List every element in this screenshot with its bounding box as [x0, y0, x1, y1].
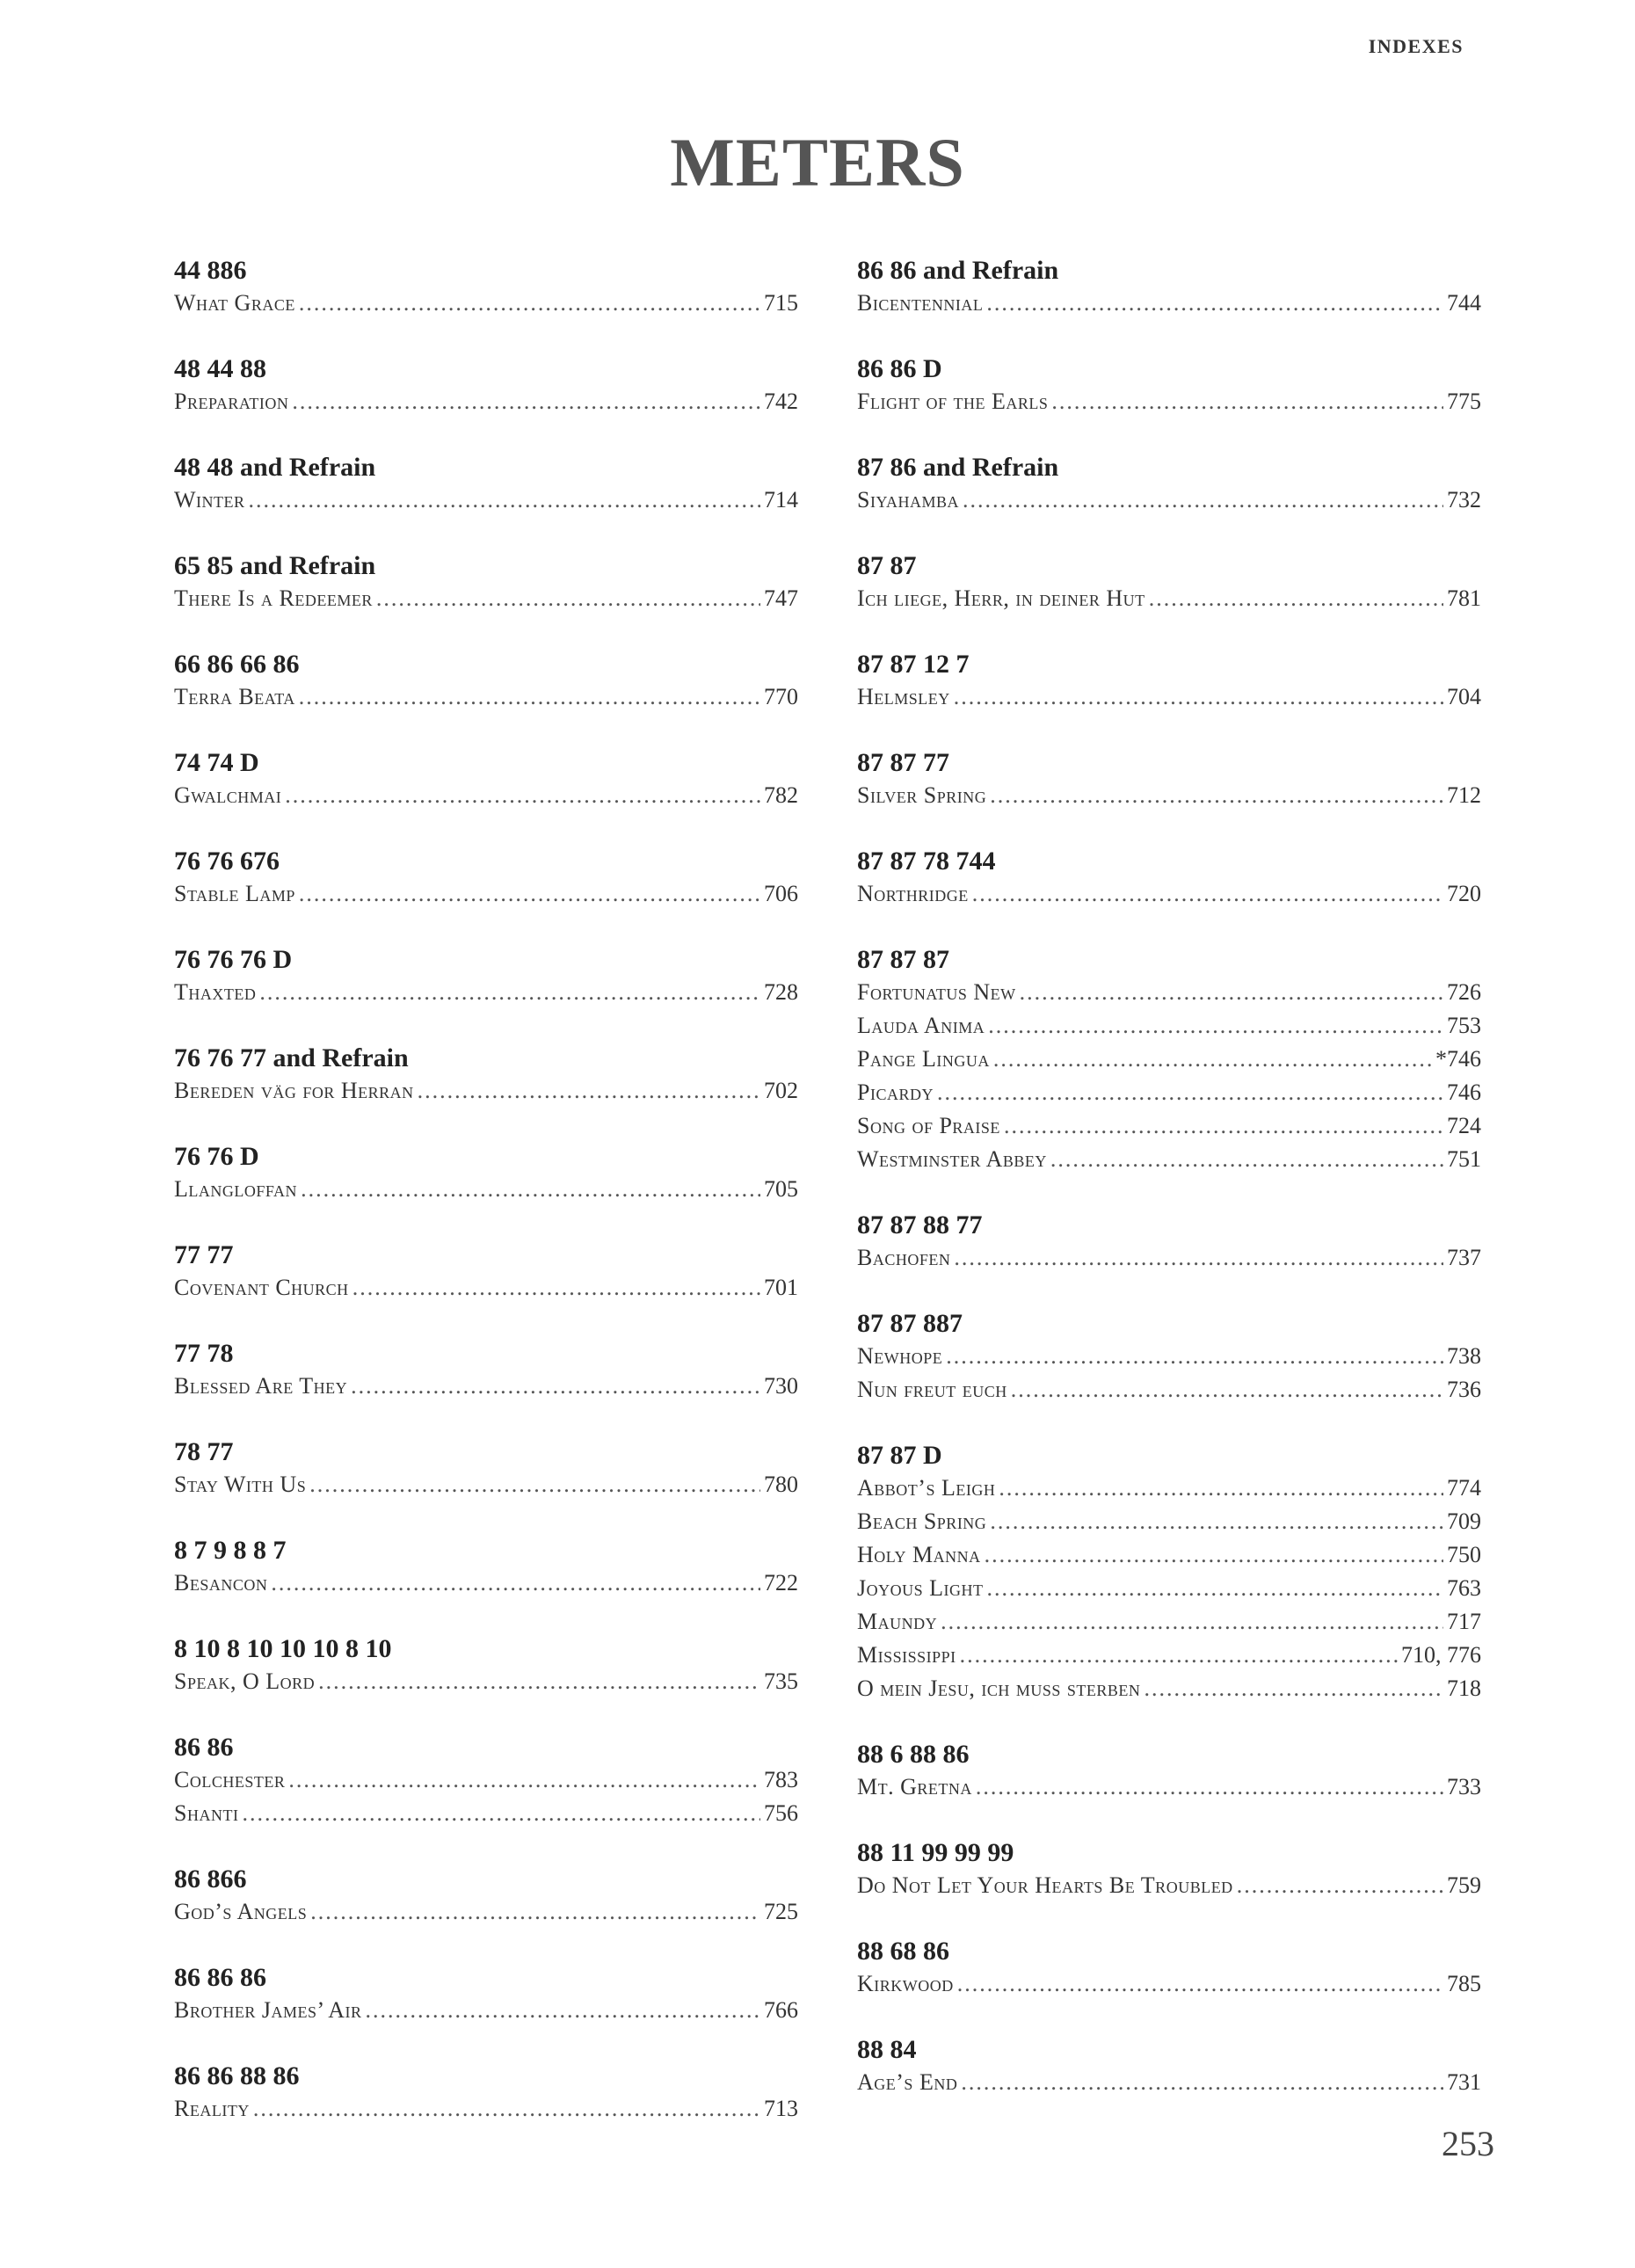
tune-entry: [174, 1567, 798, 1600]
tune-name: Llangloffan: [174, 1176, 298, 1202]
dot-leader: [249, 483, 760, 517]
meter-heading: 8 7 9 8 8 7: [174, 1536, 287, 1565]
dot-leader: [285, 779, 760, 812]
hymn-number: 785: [1447, 1971, 1481, 1996]
tune-entry: [857, 877, 1481, 911]
meter-heading: 8 10 8 10 10 10 8 10: [174, 1634, 392, 1663]
meter-heading: 88 84: [857, 2035, 917, 2064]
tune-name: Blessed Are They: [174, 1373, 348, 1399]
tune-name: Maundy: [857, 1609, 938, 1634]
meter-group: [174, 1633, 798, 1732]
meter-heading: 48 48 and Refrain: [174, 453, 376, 482]
hymn-number: 706: [764, 881, 798, 906]
meter-group: [174, 255, 798, 353]
hymn-number: 751: [1447, 1146, 1481, 1172]
dot-leader: [960, 1639, 1398, 1672]
meter-group: [174, 1239, 798, 1338]
meter-heading: 87 87 87: [857, 945, 949, 974]
tune-name: Bachofen: [857, 1245, 951, 1270]
tune-entry: [857, 582, 1481, 615]
tune-entry: [857, 1967, 1481, 2001]
tune-name: Siyahamba: [857, 487, 959, 512]
meter-group: [857, 944, 1481, 1210]
meter-heading: 86 86 D: [857, 354, 942, 383]
dot-leader: [961, 2066, 1443, 2099]
dot-leader: [301, 1173, 760, 1206]
meter-group: [174, 1436, 798, 1535]
tune-name: Silver Spring: [857, 782, 987, 808]
left-column: [174, 255, 798, 2159]
hymn-number: 715: [764, 290, 798, 316]
hymn-number: 704: [1447, 684, 1481, 709]
meter-group: [857, 1837, 1481, 1936]
dot-leader: [366, 1994, 760, 2027]
tune-name: Kirkwood: [857, 1971, 954, 1996]
tune-name: Mt. Gretna: [857, 1774, 972, 1799]
hymn-number: 770: [764, 684, 798, 709]
hymn-number: 702: [764, 1078, 798, 1103]
meter-group: [174, 1962, 798, 2061]
hymn-number: 717: [1447, 1609, 1481, 1634]
dot-leader: [963, 483, 1443, 517]
tune-name: Preparation: [174, 389, 289, 414]
tune-name: Bereden väg for Herran: [174, 1078, 414, 1103]
meter-heading: 77 78: [174, 1339, 234, 1368]
dot-leader: [987, 1572, 1444, 1605]
hymn-number: 718: [1447, 1676, 1481, 1701]
tune-entry: [174, 1994, 798, 2027]
tune-entry: [174, 1468, 798, 1501]
dot-leader: [310, 1895, 760, 1929]
meter-group: [174, 2061, 798, 2159]
tune-entry: [174, 2092, 798, 2126]
meter-group: [857, 2034, 1481, 2133]
page-number: 253: [1442, 2124, 1494, 2163]
hymn-number: 738: [1447, 1343, 1481, 1369]
hymn-number: 730: [764, 1373, 798, 1399]
meter-group: [857, 1210, 1481, 1308]
tune-entry: [174, 1370, 798, 1403]
dot-leader: [985, 1538, 1443, 1572]
tune-name: Northridge: [857, 881, 969, 906]
meter-heading: 65 85 and Refrain: [174, 551, 376, 580]
meter-heading: 87 86 and Refrain: [857, 453, 1059, 482]
meter-group: [857, 1308, 1481, 1440]
dot-leader: [993, 1043, 1432, 1076]
meter-heading: 87 87 77: [857, 748, 949, 777]
hymn-number: 725: [764, 1899, 798, 1924]
hymn-number: 733: [1447, 1774, 1481, 1799]
meter-heading: 88 68 86: [857, 1937, 949, 1966]
meter-heading: 88 6 88 86: [857, 1740, 970, 1769]
tune-name: Nun freut euch: [857, 1377, 1007, 1402]
dot-leader: [1020, 976, 1443, 1009]
tune-entry: [174, 287, 798, 320]
meter-heading: 87 87 D: [857, 1441, 942, 1470]
hymn-number: 709: [1447, 1508, 1481, 1534]
hymn-number: 710, 776: [1401, 1642, 1481, 1668]
right-column: [857, 255, 1481, 2133]
dot-leader: [946, 1340, 1443, 1373]
tune-name: Colchester: [174, 1767, 286, 1792]
tune-name: Abbot’s Leigh: [857, 1475, 996, 1501]
meter-group: [174, 1338, 798, 1436]
dot-leader: [954, 1241, 1443, 1275]
hymn-number: 775: [1447, 389, 1481, 414]
tune-entry: [857, 1770, 1481, 1804]
hymn-number: 728: [764, 979, 798, 1005]
hymn-number: 736: [1447, 1377, 1481, 1402]
tune-name: What Grace: [174, 290, 295, 316]
meter-group: [857, 649, 1481, 747]
tune-entry: [857, 1472, 1481, 1505]
tune-name: Covenant Church: [174, 1275, 349, 1300]
hymn-number: 701: [764, 1275, 798, 1300]
tune-name: Thaxted: [174, 979, 257, 1005]
dot-leader: [1004, 1109, 1443, 1143]
meter-group: [174, 944, 798, 1043]
hymn-number: 774: [1447, 1475, 1481, 1501]
tune-entry: [174, 1074, 798, 1108]
meter-heading: 76 76 76 D: [174, 945, 293, 974]
tune-entry: [857, 1869, 1481, 1902]
meter-group: [174, 1141, 798, 1239]
dot-leader: [1237, 1869, 1443, 1902]
tune-name: Picardy: [857, 1079, 934, 1105]
dot-leader: [292, 385, 760, 418]
tune-name: Lauda Anima: [857, 1013, 985, 1038]
dot-leader: [990, 1505, 1443, 1538]
meter-group: [174, 452, 798, 550]
tune-entry: [857, 1043, 1481, 1076]
tune-name: Fortunatus New: [857, 979, 1016, 1005]
tune-name: Terra Beata: [174, 684, 295, 709]
meter-group: [857, 1440, 1481, 1739]
dot-leader: [957, 1967, 1443, 2001]
tune-name: Besancon: [174, 1570, 268, 1596]
meter-group: [174, 1864, 798, 1962]
tune-name: Do Not Let Your Hearts Be Troubled: [857, 1872, 1233, 1898]
meter-group: [174, 1535, 798, 1633]
tune-entry: [857, 1373, 1481, 1407]
hymn-number: 724: [1447, 1113, 1481, 1138]
tune-entry: [857, 1009, 1481, 1043]
running-header: INDEXES: [1368, 35, 1464, 57]
hymn-number: 705: [764, 1176, 798, 1202]
meter-heading: 76 76 77 and Refrain: [174, 1043, 409, 1072]
dot-leader: [937, 1076, 1443, 1109]
hymn-number: 780: [764, 1472, 798, 1497]
tune-name: Westminster Abbey: [857, 1146, 1047, 1172]
dot-leader: [976, 1770, 1443, 1804]
tune-name: Flight of the Earls: [857, 389, 1049, 414]
tune-name: Stay With Us: [174, 1472, 307, 1497]
tune-name: O mein Jesu, ich muss sterben: [857, 1676, 1141, 1701]
dot-leader: [1149, 582, 1443, 615]
meter-heading: 87 87: [857, 551, 917, 580]
meter-heading: 78 77: [174, 1437, 234, 1466]
meter-heading: 86 866: [174, 1865, 247, 1894]
hymn-number: 714: [764, 487, 798, 512]
dot-leader: [1051, 385, 1443, 418]
tune-name: Winter: [174, 487, 245, 512]
meter-group: [857, 1739, 1481, 1837]
tune-entry: [857, 483, 1481, 517]
meter-group: [174, 1043, 798, 1141]
meter-heading: 76 76 D: [174, 1142, 259, 1171]
tune-name: God’s Angels: [174, 1899, 308, 1924]
meter-heading: 87 87 12 7: [857, 650, 970, 679]
tune-entry: [857, 976, 1481, 1009]
dot-leader: [418, 1074, 760, 1108]
hymn-number: 756: [764, 1800, 798, 1826]
hymn-number: 781: [1447, 585, 1481, 611]
tune-entry: [857, 1143, 1481, 1176]
meter-heading: 86 86 and Refrain: [857, 256, 1059, 285]
tune-name: Bicentennial: [857, 290, 984, 316]
dot-leader: [999, 1472, 1443, 1505]
tune-name: Pange Lingua: [857, 1046, 990, 1072]
hymn-number: 737: [1447, 1245, 1481, 1270]
dot-leader: [309, 1468, 760, 1501]
meter-heading: 87 87 887: [857, 1309, 963, 1338]
tune-entry: [174, 1797, 798, 1830]
hymn-number: 763: [1447, 1575, 1481, 1601]
hymn-number: 720: [1447, 881, 1481, 906]
dot-leader: [941, 1605, 1443, 1639]
meter-group: [174, 846, 798, 944]
tune-entry: [174, 1895, 798, 1929]
tune-name: Helmsley: [857, 684, 950, 709]
tune-name: Reality: [174, 2096, 250, 2121]
dot-leader: [990, 779, 1443, 812]
meter-heading: 77 77: [174, 1240, 234, 1269]
tune-entry: [857, 287, 1481, 320]
hymn-number: 782: [764, 782, 798, 808]
tune-entry: [174, 779, 798, 812]
tune-entry: [857, 385, 1481, 418]
hymn-number: 726: [1447, 979, 1481, 1005]
dot-leader: [299, 680, 760, 714]
page-title: METERS: [670, 124, 965, 200]
dot-leader: [299, 287, 760, 320]
meter-heading: 86 86 88 86: [174, 2061, 300, 2090]
tune-name: Age’s End: [857, 2069, 958, 2095]
meter-heading: 74 74 D: [174, 748, 259, 777]
tune-entry: [857, 1076, 1481, 1109]
hymn-number: *746: [1435, 1046, 1481, 1072]
hymn-number: 712: [1447, 782, 1481, 808]
dot-leader: [271, 1567, 760, 1600]
tune-entry: [857, 1109, 1481, 1143]
hymn-number: 766: [764, 1997, 798, 2023]
dot-leader: [986, 287, 1443, 320]
tune-entry: [857, 680, 1481, 714]
tune-entry: [857, 1639, 1481, 1672]
dot-leader: [1144, 1672, 1443, 1705]
meter-heading: 87 87 88 77: [857, 1210, 983, 1239]
tune-entry: [857, 1672, 1481, 1705]
dot-leader: [352, 1271, 760, 1305]
tune-entry: [174, 1271, 798, 1305]
tune-name: Stable Lamp: [174, 881, 295, 906]
tune-name: Song of Praise: [857, 1113, 1000, 1138]
meter-heading: 88 11 99 99 99: [857, 1838, 1014, 1867]
tune-name: Joyous Light: [857, 1575, 984, 1601]
hymn-number: 713: [764, 2096, 798, 2121]
hymn-number: 731: [1447, 2069, 1481, 2095]
tune-name: Holy Manna: [857, 1542, 981, 1567]
dot-leader: [242, 1797, 760, 1830]
hymn-number: 746: [1447, 1079, 1481, 1105]
tune-entry: [174, 1763, 798, 1797]
hymn-number: 759: [1447, 1872, 1481, 1898]
dot-leader: [954, 680, 1443, 714]
dot-leader: [259, 976, 760, 1009]
dot-leader: [1050, 1143, 1443, 1176]
tune-entry: [857, 1505, 1481, 1538]
dot-leader: [288, 1763, 760, 1797]
meter-heading: 87 87 78 744: [857, 847, 996, 876]
tune-entry: [857, 779, 1481, 812]
meter-group: [174, 550, 798, 649]
tune-entry: [174, 976, 798, 1009]
tune-name: Shanti: [174, 1800, 239, 1826]
dot-leader: [253, 2092, 760, 2126]
hymn-number: 750: [1447, 1542, 1481, 1567]
dot-leader: [1011, 1373, 1443, 1407]
meter-group: [857, 846, 1481, 944]
tune-entry: [857, 1538, 1481, 1572]
dot-leader: [988, 1009, 1443, 1043]
meter-group: [174, 747, 798, 846]
hymn-number: 744: [1447, 290, 1481, 316]
tune-entry: [174, 483, 798, 517]
meter-heading: 86 86: [174, 1733, 234, 1762]
meter-group: [174, 649, 798, 747]
meter-group: [857, 255, 1481, 353]
meter-group: [857, 1936, 1481, 2034]
tune-entry: [174, 680, 798, 714]
tune-name: Brother James’ Air: [174, 1997, 362, 2023]
meter-group: [857, 452, 1481, 550]
hymn-number: 735: [764, 1668, 798, 1694]
hymn-number: 783: [764, 1767, 798, 1792]
tune-entry: [857, 2066, 1481, 2099]
tune-entry: [174, 582, 798, 615]
dot-leader: [972, 877, 1443, 911]
meter-group: [857, 353, 1481, 452]
tune-entry: [857, 1572, 1481, 1605]
tune-name: There Is a Redeemer: [174, 585, 373, 611]
tune-entry: [174, 1173, 798, 1206]
tune-name: Speak, O Lord: [174, 1668, 316, 1694]
hymn-number: 747: [764, 585, 798, 611]
dot-leader: [376, 582, 760, 615]
hymn-number: 742: [764, 389, 798, 414]
tune-name: Beach Spring: [857, 1508, 987, 1534]
tune-entry: [857, 1241, 1481, 1275]
tune-entry: [174, 877, 798, 911]
tune-entry: [174, 385, 798, 418]
meter-group: [857, 550, 1481, 649]
tune-name: Ich liege, Herr, in deiner Hut: [857, 585, 1145, 611]
meter-group: [174, 353, 798, 452]
meter-group: [857, 747, 1481, 846]
meter-heading: 66 86 66 86: [174, 650, 300, 679]
meter-heading: 86 86 86: [174, 1963, 266, 1992]
meter-group: [174, 1732, 798, 1864]
tune-entry: [857, 1340, 1481, 1373]
hymn-number: 753: [1447, 1013, 1481, 1038]
meter-heading: 44 886: [174, 256, 247, 285]
meter-heading: 76 76 676: [174, 847, 280, 876]
tune-entry: [174, 1665, 798, 1698]
hymn-number: 722: [764, 1570, 798, 1596]
hymn-number: 732: [1447, 487, 1481, 512]
tune-name: Gwalchmai: [174, 782, 282, 808]
meter-heading: 48 44 88: [174, 354, 266, 383]
dot-leader: [299, 877, 760, 911]
tune-name: Newhope: [857, 1343, 943, 1369]
tune-name: Mississippi: [857, 1642, 956, 1668]
tune-entry: [857, 1605, 1481, 1639]
dot-leader: [351, 1370, 760, 1403]
dot-leader: [318, 1665, 760, 1698]
